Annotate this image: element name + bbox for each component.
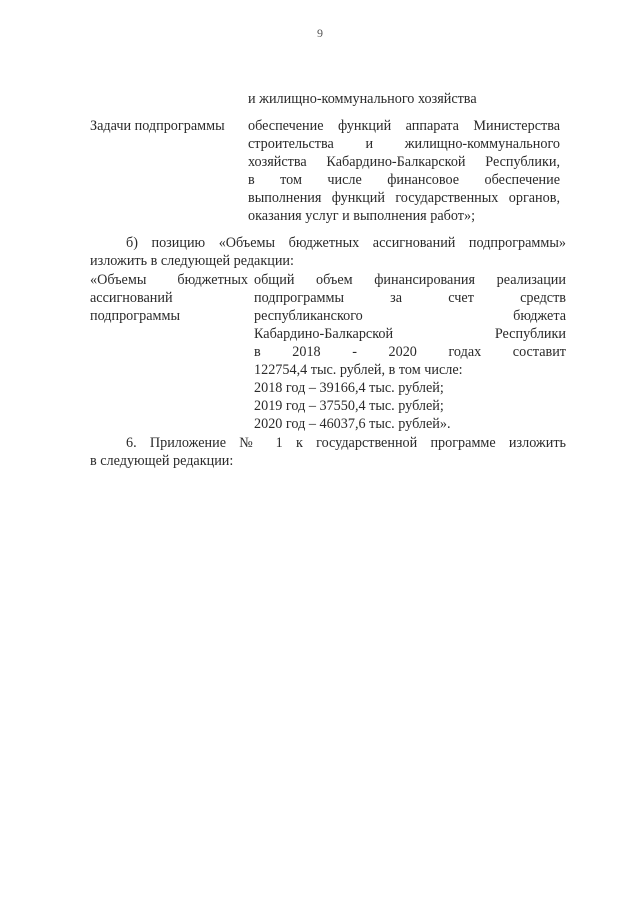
volumes-line-3: республиканского бюджета [254, 308, 566, 324]
paragraph-6-line-2: в следующей редакции: [90, 453, 234, 469]
tasks-line-6: оказания услуг и выполнения работ»; [248, 208, 476, 224]
volumes-line-6: 122754,4 тыс. рублей, в том числе: [254, 362, 463, 378]
tasks-line-1: обеспечение функций аппарата Министерства [248, 118, 560, 134]
volumes-line-4: Кабардино-Балкарской Республики [254, 326, 566, 342]
tasks-line-3: хозяйства Кабардино-Балкарской Республики, [248, 154, 560, 170]
tasks-label: Задачи подпрограммы [90, 118, 225, 134]
paragraph-b-line-1: б) позицию «Объемы бюджетных ассигнований подпрограммы» [126, 235, 566, 251]
volumes-line-8: 2019 год – 37550,4 тыс. рублей; [254, 398, 444, 414]
paragraph-b-line-2: изложить в следующей редакции: [90, 253, 294, 269]
paragraph-6-line-1: 6. Приложение № 1 к государственной программе изложить [126, 435, 566, 451]
volumes-label-line-2: ассигнований [90, 290, 173, 306]
table1-continuation: и жилищно-коммунального хозяйства [248, 91, 477, 107]
page-number: 9 [317, 26, 323, 40]
volumes-line-1: общий объем финансирования реализации [254, 272, 566, 288]
tasks-line-5: выполнения функций государственных органов, [248, 190, 560, 206]
volumes-line-2: подпрограммы за счет средств [254, 290, 566, 306]
volumes-line-5: в 2018 - 2020 годах составит [254, 344, 566, 360]
volumes-label-line-3: подпрограммы [90, 308, 180, 324]
volumes-line-9: 2020 год – 46037,6 тыс. рублей». [254, 416, 451, 432]
volumes-line-7: 2018 год – 39166,4 тыс. рублей; [254, 380, 444, 396]
tasks-line-2: строительства и жилищно-коммунального [248, 136, 560, 152]
volumes-label-line-1: «Объемы бюджетных [90, 272, 248, 288]
tasks-line-4: в том числе финансовое обеспечение [248, 172, 560, 188]
